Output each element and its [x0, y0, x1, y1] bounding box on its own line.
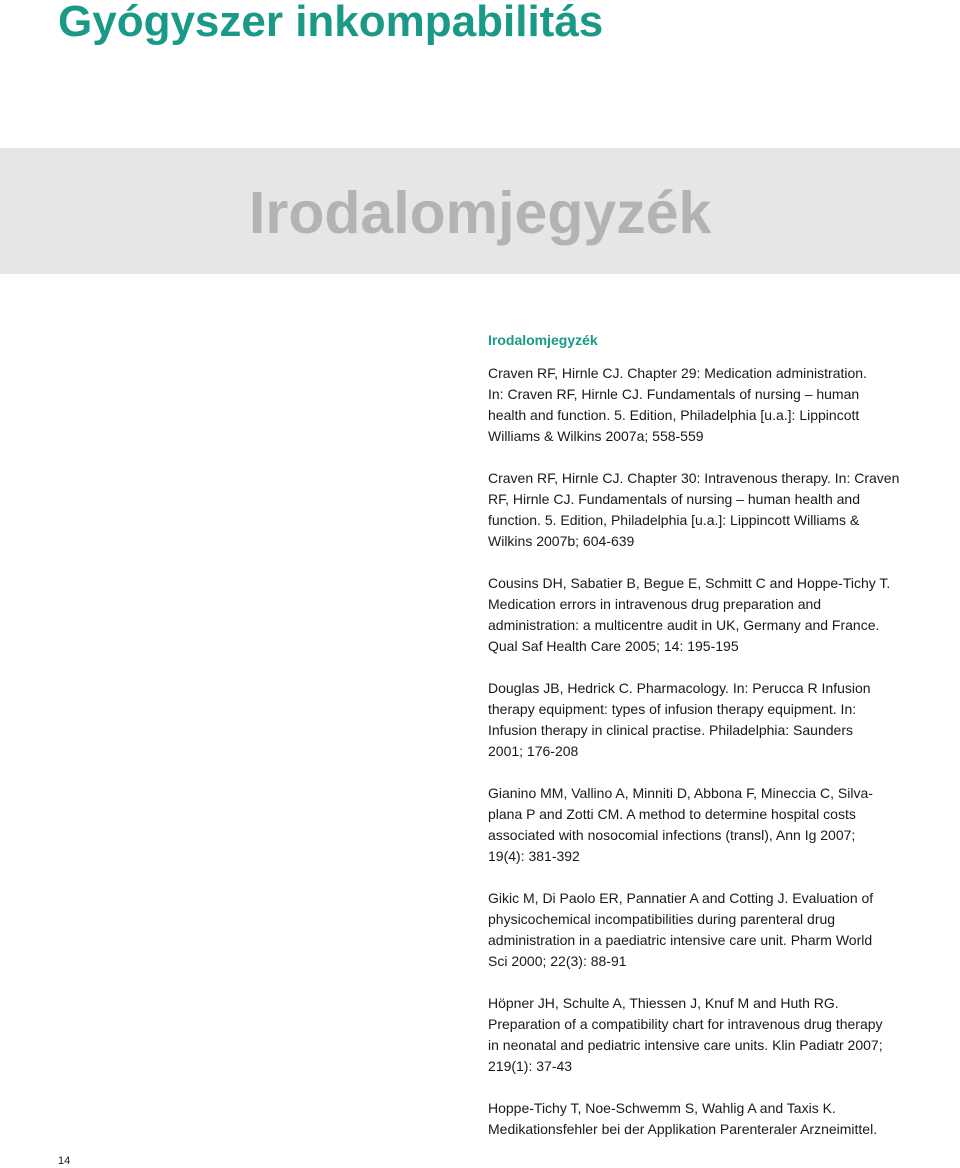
reference-item	[488, 993, 918, 1077]
reference-line: therapy equipment: types of infusion therapy equipment. In:	[488, 701, 857, 717]
reference-line: Douglas JB, Hedrick C. Pharmacology. In: Perucca R Infusion	[488, 680, 871, 696]
document-title: Gyógyszer inkompabilitás	[58, 0, 604, 46]
reference-list	[488, 363, 918, 1140]
reference-line: plana P and Zotti CM. A method to determine hospital costs	[488, 806, 856, 822]
reference-item	[488, 678, 918, 762]
reference-line: function. 5. Edition, Philadelphia [u.a.]: Lippincott Williams &	[488, 512, 860, 528]
references-heading: Irodalomjegyzék	[488, 332, 598, 348]
reference-line: Hoppe-Tichy T, Noe-Schwemm S, Wahlig A and Taxis K.	[488, 1100, 836, 1116]
reference-line: administration in a paediatric intensive care unit. Pharm World	[488, 932, 873, 948]
reference-line: Qual Saf Health Care 2005; 14: 195-195	[488, 638, 739, 654]
reference-line: Craven RF, Hirnle CJ. Chapter 30: Intravenous therapy. In: Craven	[488, 470, 900, 486]
reference-line: 2001; 176-208	[488, 743, 579, 759]
references-section	[488, 330, 918, 1161]
reference-item	[488, 783, 918, 867]
reference-line: Preparation of a compatibility chart for intravenous drug therapy	[488, 1016, 883, 1032]
reference-item	[488, 1098, 918, 1140]
reference-line: Gikic M, Di Paolo ER, Pannatier A and Cotting J. Evaluation of	[488, 890, 874, 906]
reference-item	[488, 363, 918, 447]
reference-line: physicochemical incompatibilities during parenteral drug	[488, 911, 836, 927]
reference-line: 19(4): 381-392	[488, 848, 580, 864]
page-number: 14	[58, 1155, 71, 1167]
reference-line: Gianino MM, Vallino A, Minniti D, Abbona F, Mineccia C, Silva-	[488, 785, 873, 801]
reference-line: Wilkins 2007b; 604-639	[488, 533, 635, 549]
banner-title: Irodalomjegyzék	[249, 180, 712, 246]
reference-line: Craven RF, Hirnle CJ. Chapter 29: Medication administration.	[488, 365, 867, 381]
reference-line: health and function. 5. Edition, Philadelphia [u.a.]: Lippincott	[488, 407, 860, 423]
reference-line: In: Craven RF, Hirnle CJ. Fundamentals of nursing – human	[488, 386, 860, 402]
reference-line: associated with nosocomial infections (transl), Ann Ig 2007;	[488, 827, 856, 843]
reference-line: 219(1): 37-43	[488, 1058, 573, 1074]
section-banner	[0, 148, 960, 274]
reference-line: Williams & Wilkins 2007a; 558-559	[488, 428, 704, 444]
reference-line: in neonatal and pediatric intensive care units. Klin Padiatr 2007;	[488, 1037, 883, 1053]
reference-item	[488, 888, 918, 972]
reference-line: RF, Hirnle CJ. Fundamentals of nursing – human health and	[488, 491, 860, 507]
reference-line: Cousins DH, Sabatier B, Begue E, Schmitt C and Hoppe-Tichy T.	[488, 575, 891, 591]
reference-line: administration: a multicentre audit in UK, Germany and France.	[488, 617, 880, 633]
reference-line: Höpner JH, Schulte A, Thiessen J, Knuf M and Huth RG.	[488, 995, 839, 1011]
reference-line: Medikationsfehler bei der Applikation Parenteraler Arzneimittel.	[488, 1121, 878, 1137]
reference-item	[488, 573, 918, 657]
reference-line: Sci 2000; 22(3): 88-91	[488, 953, 627, 969]
reference-line: Infusion therapy in clinical practise. Philadelphia: Saunders	[488, 722, 853, 738]
reference-line: Medication errors in intravenous drug preparation and	[488, 596, 822, 612]
reference-item	[488, 468, 918, 552]
